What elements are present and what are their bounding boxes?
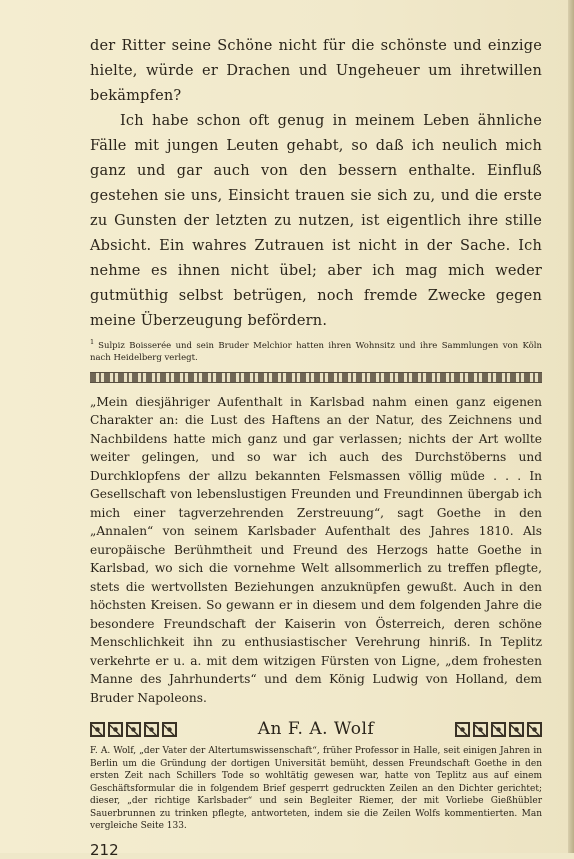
paragraph-2: Ich habe schon oft genug in meinem Leben ähnliche Fälle mit jungen Leuten gehabt, so daß ich neulich mich ganz und gar auch von den bessern enthalte. Einfluß gestehen sie uns, Einsicht trauen sie sich zu, und die erste zu Gunsten der letzten zu nutzen, ist eigentlich ihre stille Absicht. Ein wahres Zutrauen ist nicht in der Sache. Ich nehme es ihnen nicht übel; aber ich mag mich weder gutmüthig selbst betrügen, noch fremde Zwecke gegen meine Überzeugung befördern. [90,113,542,329]
ornament-right-icon [455,722,542,737]
section-note: F. A. Wolf, „der Vater der Altertumswissenschaft“, früher Professor in Halle, seit einigen Jahren in Berlin um die Gründung der dortigen Universität bemüht, dessen Freundschaft Goethe in den ersten Zeit nach Schillers Tode so wohltätig gewesen war, hatte von Teplitz aus auf einem Geschäftsformular die in folgendem Brief gesperrt gedruckten Zeilen an den Dichter gerichtet; dieser, „der richtige Karlsbader“ und sein Begleiter Riemer, der mit Vorliebe Gießhübler Sauerbrunnen zu trinken pflegte, antworteten, indem sie die Zeilen Wolfs kommentierten. Man vergleiche Seite 133. [90,746,542,832]
footnote [90,336,542,364]
section-heading [90,717,542,741]
footnote-marker: 1 [90,338,95,346]
main-text [90,34,542,334]
paragraph-1: der Ritter seine Schöne nicht für die schönste und einzige hielte, würde er Drachen und Ungeheuer um ihretwillen bekämpfen? [90,38,542,104]
page-edge-shadow [568,0,574,853]
ornamental-divider [90,372,542,383]
page-content [90,34,542,859]
footnote-text: Sulpiz Boisserée und sein Bruder Melchior hatten ihren Wohnsitz und ihre Sammlungen von Köln nach Heidelberg verlegt. [90,340,542,363]
ornament-left-icon [90,722,177,737]
page-number: 212 [90,840,119,859]
commentary-text: „Mein diesjähriger Aufenthalt in Karlsbad nahm einen ganz eigenen Charakter an: die Lust des Haftens an der Natur, des Zeichnens und Nachbildens hatte mich ganz und gar verlassen; nichts der Art wollte weiter gelingen, und so war ich auch des Durchstöberns und Durchklopfens der allzu bekannten Felsmassen völlig müde . . . In Gesellschaft von lebenslustigen Freunden und Freundinnen übergab ich mich einer tagverzehrenden Zerstreuung“, sagt Goethe in den „Annalen“ von seinem Karlsbader Aufenthalt des Jahres 1810. Als europäische Berühmtheit und Freund des Herzogs hatte Goethe in Karlsbad, wo sich die vornehme Welt allsommerlich zu treffen pflegte, stets die wertvollsten Beziehungen anzuknüpfen gewußt. Auch in den höchsten Kreisen. So gewann er in diesem und dem folgenden Jahre die besondere Freundschaft der Kaiserin von Österreich, deren schöne Menschlichkeit ihn zu enthusiastischer Verehrung hinriß. In Teplitz verkehrte er u. a. mit dem witzigen Fürsten von Ligne, „dem frohesten Manne des Jahrhunderts“ und dem König Ludwig von Holland, dem Bruder Napoleons. [90,394,542,705]
section-title: An F. A. Wolf [257,719,375,740]
commentary-block [90,393,542,708]
